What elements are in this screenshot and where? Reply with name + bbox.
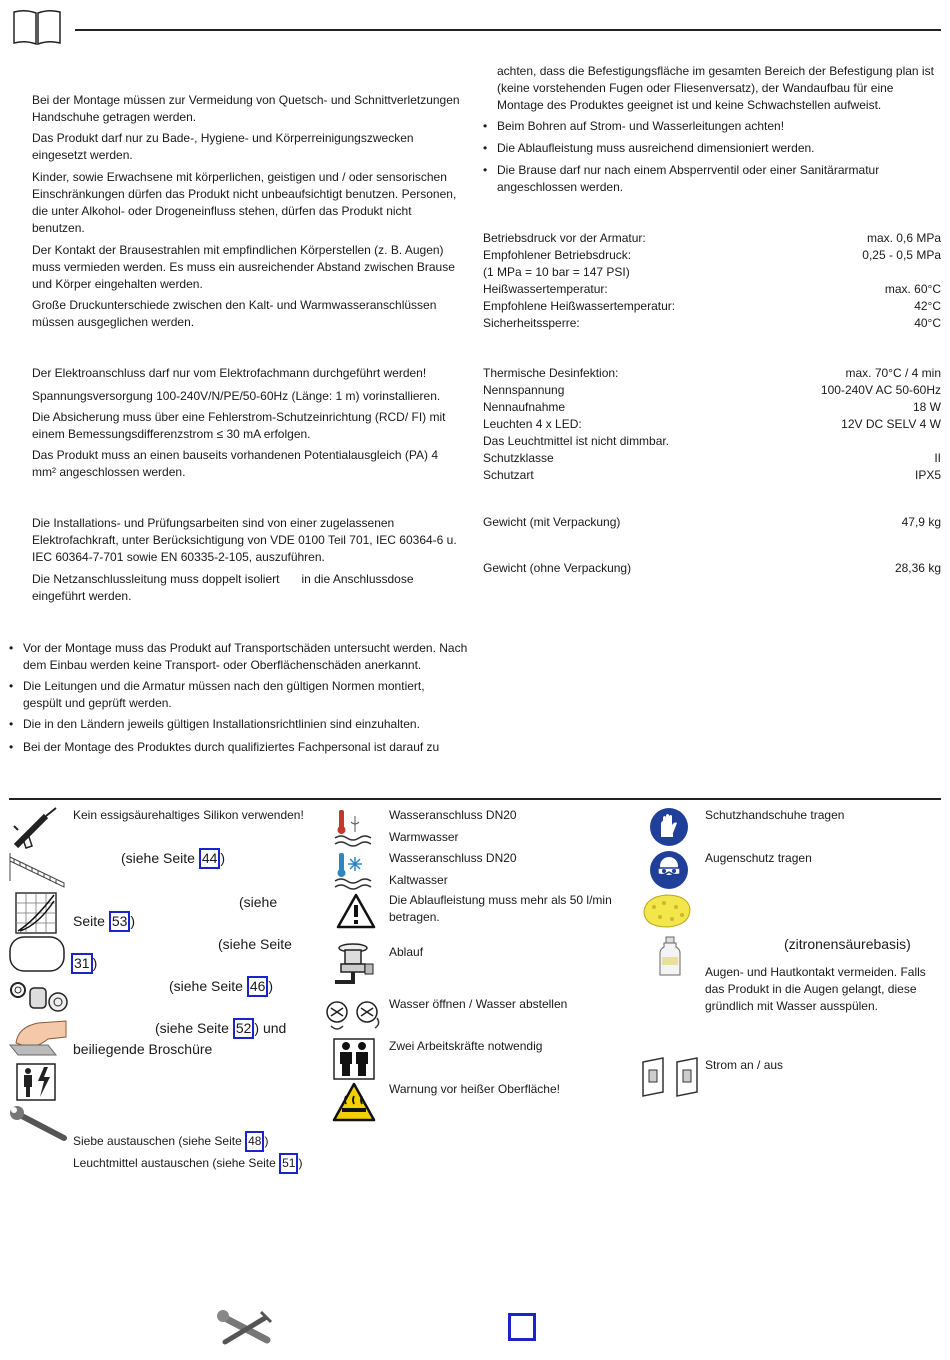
tech-row: Schutzklasse II <box>483 451 941 465</box>
warning-triangle-icon <box>336 893 376 929</box>
header-rule <box>75 29 941 31</box>
electrical-pa: Das Produkt muss an einen bauseits vorhandenen Potentialausgleich (PA) 4 mm² angeschlossen werden. <box>32 448 439 479</box>
two-workers-text: Zwei Arbeitskräfte notwendig <box>389 1039 543 1053</box>
cleaning-hand-icon <box>8 1017 68 1057</box>
goggles-text: Augenschutz tragen <box>705 851 812 865</box>
sponge-icon <box>640 891 694 931</box>
warm-water-label-1: Wasseranschluss DN20 <box>389 808 517 822</box>
graph-text-b: Seite 53 ) <box>73 911 135 932</box>
graph-text-a: (siehe <box>239 894 278 910</box>
page-link-31[interactable]: 31 <box>71 953 93 974</box>
silicone-text: Kein essigsäurehaltiges Silikon verwenden! <box>73 808 304 822</box>
gloves-icon <box>649 807 689 847</box>
water-open-close-icon <box>323 998 383 1034</box>
led-text: Leuchtmittel austauschen (siehe Seite 51 ) <box>73 1153 302 1174</box>
cold-water-icon <box>333 851 373 891</box>
hot-water-icon <box>333 808 373 848</box>
tech-row: Empfohlene Heißwassertemperatur: 42°C <box>483 299 941 313</box>
bullet-valve: • Die Brause darf nur nach einem Absperrventil oder einer Sanitärarmatur angeschlossen werden. <box>483 162 943 196</box>
clean-text-a: (siehe Seite 52 ) und <box>155 1018 286 1039</box>
tech-row: Empfohlener Betriebsdruck: 0,25 - 0,5 MPa <box>483 248 941 262</box>
goggles-icon <box>649 850 689 890</box>
page-link-52[interactable]: 52 <box>233 1018 255 1039</box>
weight-packed: Gewicht (mit Verpackung) 47,9 kg <box>483 515 941 529</box>
drain-capacity-text: Die Ablaufleistung muss mehr als 50 l/min betragen. <box>389 893 612 924</box>
drain-text: Ablauf <box>389 945 424 959</box>
safety-children: Kinder, sowie Erwachsene mit körperlichen, geistigen und / oder sensorischen Einschränkungen dürfen das Produkt nicht unbeaufsichtigt benutzen. Personen, die unter Alkohol- oder Drogeneinfluss stehen, dürfen das Produkt nicht benutzen. <box>32 170 457 235</box>
flow-graph-icon <box>14 891 58 935</box>
installation-cable-b: in die Anschlussdose eingeführt werden. <box>32 572 414 603</box>
power-text: Strom an / aus <box>705 1058 784 1072</box>
bullet-norms: • Die Leitungen und die Armatur müssen nach den gültigen Normen montiert, gespült und geprüft werden. <box>9 678 463 712</box>
gloves-text: Schutzhandschuhe tragen <box>705 808 845 822</box>
rounded-frame-icon <box>9 936 65 972</box>
bullet-drain: • Die Ablaufleistung muss ausreichend dimensioniert werden. <box>483 140 947 157</box>
hot-surface-warning-icon <box>332 1082 376 1122</box>
cold-water-label-2: Kaltwasser <box>389 873 448 887</box>
tech-row: (1 MPa = 10 bar = 147 PSI) <box>483 265 630 279</box>
electrical-specialist: Der Elektroanschluss darf nur vom Elektrofachmann durchgeführt werden! <box>32 366 427 380</box>
tech-row: Leuchten 4 x LED: 12V DC SELV 4 W <box>483 417 941 431</box>
page-link-53[interactable]: 53 <box>109 911 131 932</box>
bullet-drilling: • Beim Bohren auf Strom- und Wasserleitungen achten! <box>483 118 947 135</box>
mounting-surface-continuation: achten, dass die Befestigungsfläche im gesamten Bereich der Befestigung plan ist (keine vorstehenden Fugen oder Fliesenversatz), der Wandaufbau für eine Montage des Produktes geeignet ist und keine Schwachstellen aufweist. <box>497 64 934 112</box>
cold-water-label-1: Wasseranschluss DN20 <box>389 851 517 865</box>
manual-book-icon <box>12 8 62 46</box>
tech-row: Betriebsdruck vor der Armatur: max. 0,6 MPa <box>483 231 941 245</box>
bullet-guidelines: • Die in den Ländern jeweils gültigen Installationsrichtlinien sind einzuhalten. <box>9 716 483 733</box>
wrench-icon <box>8 1104 68 1144</box>
tech-row: Das Leuchtmittel ist nicht dimmbar. <box>483 434 670 448</box>
drain-icon <box>331 940 377 986</box>
bullet-transport: • Vor der Montage muss das Produkt auf Transportschäden untersucht werden. Nach dem Einbau werden keine Transport- oder Oberflächenschäden anerkannt. <box>9 640 483 674</box>
hot-surface-text: Warnung vor heißer Oberfläche! <box>389 1082 560 1096</box>
installation-cable-a: Die Netzanschlussleitung muss doppelt isoliert <box>32 572 280 586</box>
clean-text-b: beiliegende Broschüre <box>73 1041 213 1057</box>
weight-unpacked: Gewicht (ohne Verpackung) 28,36 kg <box>483 561 941 575</box>
tools-icon <box>215 1308 273 1348</box>
ruler-text: (siehe Seite 44 ) <box>121 848 225 869</box>
frame-text-b: 31 ) <box>71 953 97 974</box>
sieves-text: Siebe austauschen (siehe Seite 48 ) <box>73 1131 268 1152</box>
electrical-rcd: Die Absicherung muss über eine Fehlerstrom-Schutzeinrichtung (RCD/ FI) mit einem Bemessungsdifferenzstrom ≤ 30 mA erfolgen. <box>32 410 446 441</box>
electrical-supply: Spannungsversorgung 100-240V/N/PE/50-60Hz (Länge: 1 m) vorinstallieren. <box>32 389 441 403</box>
safety-gloves: Bei der Montage müssen zur Vermeidung von Quetsch- und Schnittverletzungen Handschuhe getragen werden. <box>32 93 460 124</box>
installation-vde: Die Installations- und Prüfungsarbeiten sind von einer zugelassenen Elektrofachkraft, unter Berücksichtigung von VDE 0100 Teil 701, IEC 60364-6 u. IEC 60364-7-701 sowie EN 60335-2-105, auszuführen. <box>32 516 457 564</box>
ruler-icon <box>8 851 66 889</box>
silicone-gun-icon <box>12 806 60 850</box>
page-link-51[interactable]: 51 <box>279 1153 298 1174</box>
eye-contact-warning: Augen- und Hautkontakt vermeiden. Falls das Produkt in die Augen gelangt, diese gründlich mit Wasser ausspülen. <box>705 965 926 1013</box>
tech-row: Sicherheitssperre: 40°C <box>483 316 941 330</box>
tech-row: Schutzart IPX5 <box>483 468 941 482</box>
frame-text-a: (siehe Seite <box>218 936 292 952</box>
installation-cable <box>32 571 432 605</box>
page-link-48[interactable]: 48 <box>245 1131 264 1152</box>
safety-usage: Das Produkt darf nur zu Bade-, Hygiene- und Körperreinigungszwecken eingesetzt werden. <box>32 131 414 162</box>
cleaning-agent-bottle-icon <box>658 935 682 977</box>
tech-row: Nennspannung 100-240V AC 50-60Hz <box>483 383 941 397</box>
power-switch-icon <box>641 1056 701 1098</box>
tech-row: Thermische Desinfektion: max. 70°C / 4 min <box>483 366 941 380</box>
tech-row: Heißwassertemperatur: max. 60°C <box>483 282 941 296</box>
tech-row: Nennaufnahme 18 W <box>483 400 941 414</box>
page-link-46[interactable]: 46 <box>247 976 269 997</box>
symbols-rule <box>9 798 941 800</box>
electrician-icon <box>16 1063 56 1101</box>
safety-pressure: Große Druckunterschiede zwischen den Kalt- und Warmwasseranschlüssen müssen ausgeglichen werden. <box>32 298 437 329</box>
citric-acid-text: (zitronensäurebasis) <box>784 936 911 952</box>
water-open-close-text: Wasser öffnen / Wasser abstellen <box>389 997 568 1011</box>
bullet-qualified: • Bei der Montage des Produktes durch qualifiziertes Fachpersonal ist darauf zu <box>9 739 483 756</box>
safety-eyes: Der Kontakt der Brausestrahlen mit empfindlichen Körperstellen (z. B. Augen) muss vermieden werden. Es muss ein ausreichender Abstand zwischen Brause und Körper eingehalten werden. <box>32 243 455 291</box>
two-workers-icon <box>333 1038 375 1080</box>
page-link-44[interactable]: 44 <box>199 848 221 869</box>
parts-icon <box>8 978 68 1016</box>
parts-text: (siehe Seite 46 ) <box>169 976 273 997</box>
warm-water-label-2: Warmwasser <box>389 830 459 844</box>
page-number-box <box>508 1313 536 1341</box>
